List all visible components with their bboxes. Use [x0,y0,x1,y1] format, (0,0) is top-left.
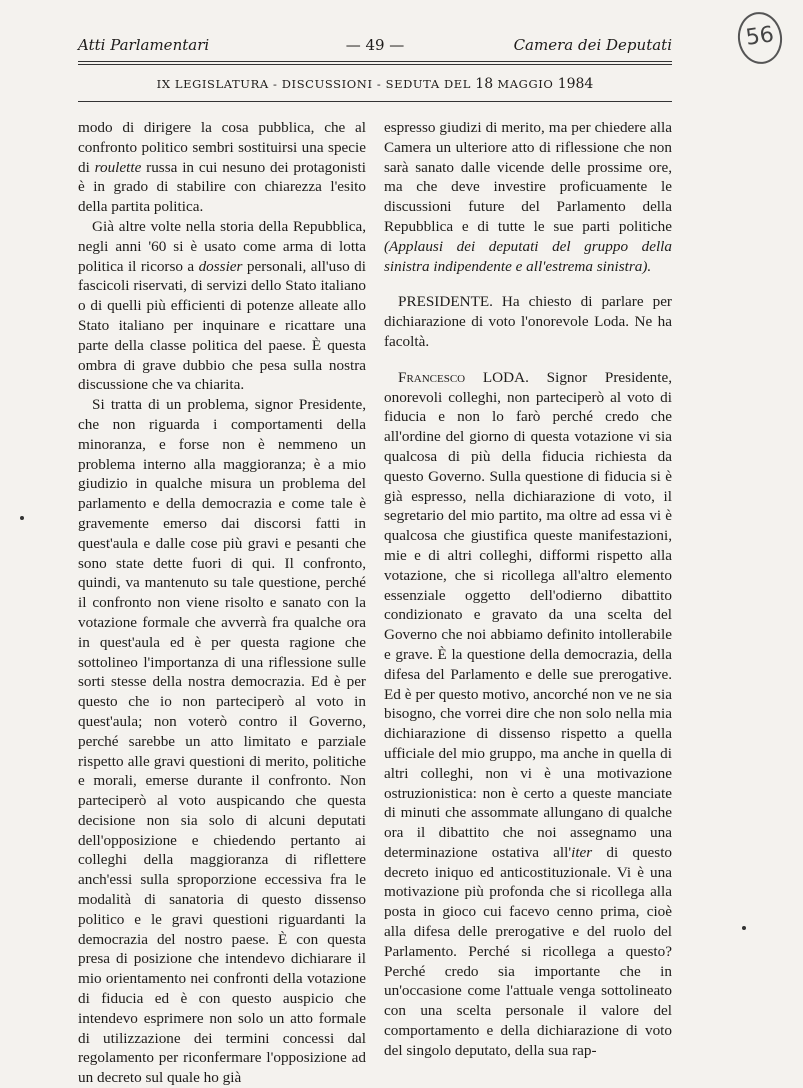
handwritten-stamp: 56 [735,9,786,67]
page-header [78,36,672,60]
session-day: 18 [475,76,494,92]
president-paragraph: PRESIDENTE. Ha chiesto di parlare per dichiarazione di voto l'onorevole Loda. Ne ha facoltà. [384,293,672,350]
italic-term: dossier [198,257,243,275]
left-column [78,118,366,1088]
header-rule-top [78,61,672,62]
header-rule-double [78,64,672,65]
left-paragraph-1: modo di dirigere la cosa pubblica, che al confronto politico sembri sostituirsi una specie di roulette russa in cui nesuno dei protagonisti è in grado di stabilire con chiarezza l'esito della partita politica. [78,119,366,216]
left-paragraph-2: Già altre volte nella storia della Repubblica, negli anni '60 si è usato come arma di lotta politica il ricorso a dossier personali, all'uso di fascicoli riservati, di servizi dello Stato italiano o di quelli più efficienti di potenze alleate allo Stato italiano per inquinare e ricattare una parte della classe politica del paese. È questa ombra di grave dubbio che pesa sulla nostra discussione che va chiarita. [78,217,366,394]
subheader-rule [78,101,672,102]
left-paragraph-3: Si tratta di un problema, signor Presidente, che non riguarda i comportamenti della minoranza, e forse non è nemmeno un problema interno alla maggioranza; è a mio giudizio in qualche misura un problema del parlamento e della democrazia e come tale è gravemente emerso dai discorsi fatti in quest'aula e dalle cose più gravi e pesanti che sono state dette fuori di qui. Il confronto, quindi, va mantenuto su tale questione, perché il confronto non viene risolto e sanato con la votazione formale che avverrà fra qualche ora in quest'aula ed è per questa ragione che sottolineo l'importanza di una riflessione sulle sorti stesse della nostra democrazia. Ed è per questo che io non parteciperò al voto in quest'aula; non voterò contro il Governo, perché sarebbe un atto limitato e parziale rispetto alle gravi questioni di merito, politiche e morali, emerse durante il confronto. Non parteciperò al voto auspicando che questa decisione non sia solo di alcuni deputati dell'opposizione e chiedendo pertanto ai colleghi della maggioranza di riflettere anch'essi sulla sproporzione eccessiva fra le modalità di sanatoria di questo dissenso politico e le gravi questioni riguardanti la democrazia del nostro paese. È con questa presa di posizione che intendevo dichiarare il mio orientamento nei confronti della votazione di fiducia ed è con questo auspicio che intendevo esprimere non solo un atto formale di utilizzazione dei termini concessi dal regolamento per riconfermare l'opposizione ad un decreto sul quale ho già [78,396,366,1087]
chamber-name: Camera dei Deputati [513,36,672,54]
loda-speech: Francesco LODA. Signor Presidente, onorevoli colleghi, non parteciperò al voto di fiducia e non lo farò perché credo che all'ordine del giorno di questa votazione vi sia qualcosa di più della fiducia richiesta da questo Governo. Sulla questione di fiducia si è già espresso, nella dichiarazione di voto, il segretario del mio partito, ma oltre ad essa vi è qualcosa che giustifica queste manifestazioni, mie e di altri colleghi, difformi rispetto alla votazione, che si ricollega all'altro elemento essenziale oggetto dell'odierno dibattito condizionato e gravato da una scelta del Governo che noi abbiamo definito intollerabile e grave. È la questione della democrazia, della difesa del Parlamento e delle sue prerogative. Ed è per questo motivo, ancorché non ve ne sia bisogno, che vorrei dire che non solo nella mia dichiarazione di dissenso rispetto a quella ufficiale del mio gruppo, ma anche in quella di altri colleghi, non vi è una motivazione ostruzionistica: non è certo a queste manciate di minuti che assommate allungano di qualche ora il dibattito che noi assegnamo una determinazione ostativa all'iter di questo decreto iniquo ed anticostituzionale. Vi è una motivazione più profonda che si ricollega alla posta in gioco cui facevo cenno prima, cioè alla difesa delle prerogative e del ruolo del Parlamento. Perché si ricollega a questo? Perché credo sia importante che in un'occasione come l'attuale venga sottolineato con una scelta personale il valore del comportamento e della dichiarazione di voto del singolo deputato, della sua rap- [384,368,673,1059]
right-column [384,118,672,1061]
speaker-first-name: Francesco [398,368,466,386]
italic-term: roulette [94,158,142,176]
italic-term: iter [571,843,593,861]
publication-title: Atti Parlamentari [78,36,210,54]
right-paragraph-1: espresso giudizi di merito, ma per chiedere alla Camera un ulteriore atto di riflessione che non sarà sanato dalle vicende delle prossime ore, ma che deve investire proficuamente le discussioni future del Parlamento della Repubblica e di tutte le sue parti politiche (Applausi dei deputati del gruppo della sinistra indipendente e all'estrema sinistra). [384,119,672,275]
scan-speck [20,516,24,520]
page-number: — 49 — [345,36,405,54]
scan-speck [742,926,746,930]
session-prefix: IX LEGISLATURA - DISCUSSIONI - SEDUTA DEL [156,77,472,91]
session-year: 1984 [557,76,594,92]
applause-note: (Applausi dei deputati del gruppo della sinistra indipendente e all'estrema sinistra). [384,237,672,275]
session-month: MAGGIO [497,77,554,91]
speaker-surname: LODA. [482,368,529,386]
session-subheader [78,76,672,92]
